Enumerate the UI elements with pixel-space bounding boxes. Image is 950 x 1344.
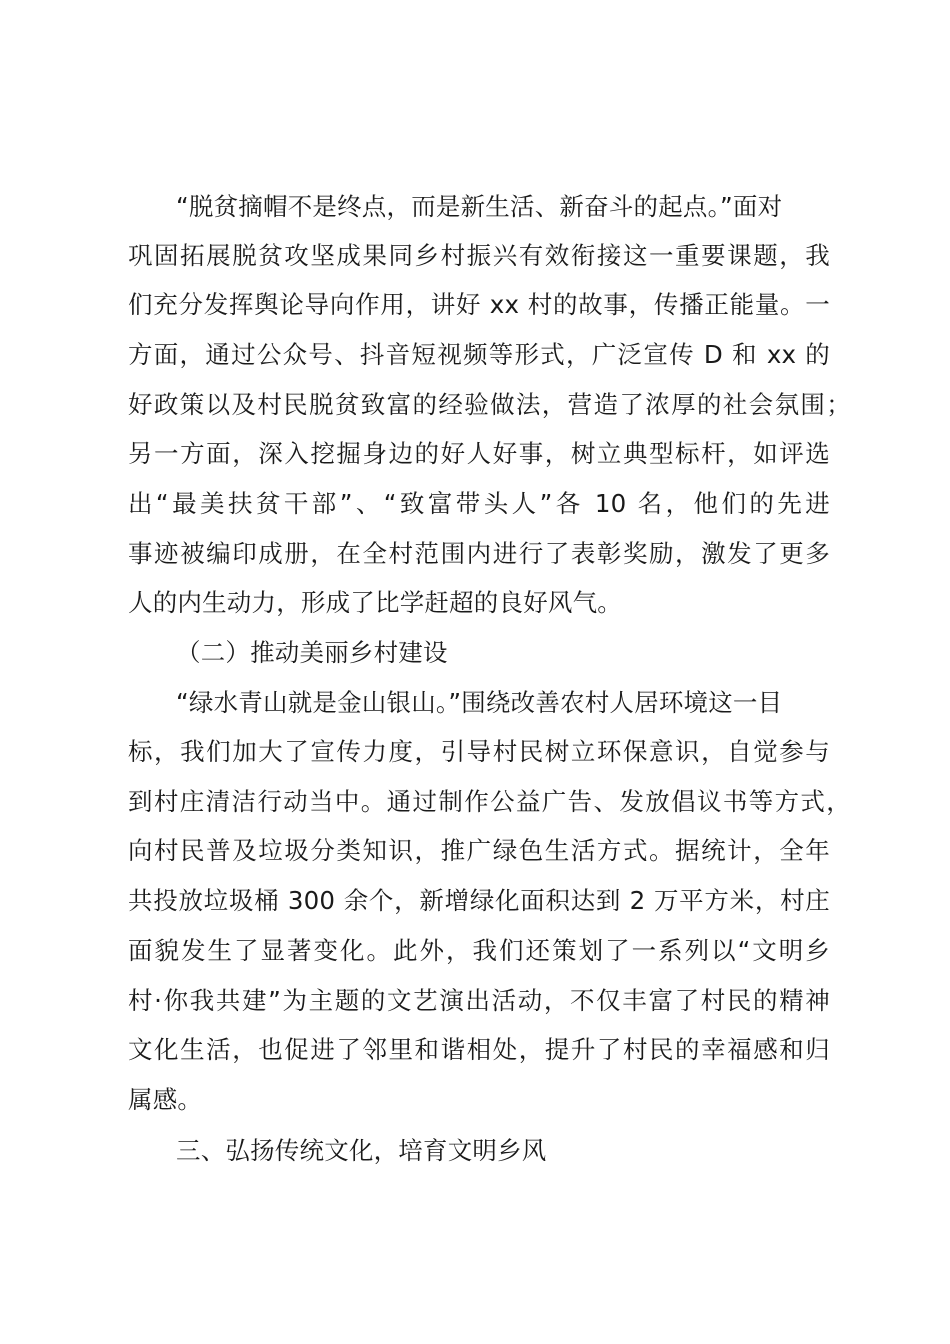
paragraph-line: 面貌发生了显著变化。此外，我们还策划了一系列以“文明乡 — [128, 936, 830, 965]
paragraph-line: 好政策以及村民脱贫致富的经验做法，营造了浓厚的社会氛围； — [128, 390, 851, 419]
paragraph-line: 出“最美扶贫干部”、“致富带头人”各 10 名，他们的先进 — [128, 489, 830, 518]
paragraph-line: 到村庄清洁行动当中。通过制作公益广告、发放倡议书等方式， — [128, 787, 851, 816]
paragraph-line: 另一方面，深入挖掘身边的好人好事，树立典型标杆，如评选 — [128, 439, 830, 468]
paragraph-line: 向村民普及垃圾分类知识，推广绿色生活方式。据统计，全年 — [128, 836, 830, 865]
section-heading: 三、弘扬传统文化，培育文明乡风 — [176, 1136, 547, 1165]
paragraph-line: 村·你我共建”为主题的文艺演出活动，不仅丰富了村民的精神 — [128, 986, 830, 1015]
paragraph-line: 属感。 — [128, 1085, 203, 1114]
paragraph-line: 事迹被编印成册，在全村范围内进行了表彰奖励，激发了更多 — [128, 539, 830, 568]
paragraph-line: 共投放垃圾桶 300 余个，新增绿化面积达到 2 万平方米，村庄 — [128, 886, 830, 915]
subheading: （二）推动美丽乡村建设 — [176, 638, 448, 667]
paragraph-line: 们充分发挥舆论导向作用，讲好 xx 村的故事，传播正能量。一 — [128, 290, 830, 319]
paragraph-line: 文化生活，也促进了邻里和谐相处，提升了村民的幸福感和归 — [128, 1035, 830, 1064]
paragraph-line: “绿水青山就是金山银山。”围绕改善农村人居环境这一目 — [176, 688, 783, 717]
paragraph-line: “脱贫摘帽不是终点，而是新生活、新奋斗的起点。”面对 — [176, 192, 783, 221]
paragraph-line: 人的内生动力，形成了比学赶超的良好风气。 — [128, 588, 622, 617]
paragraph-line: 标，我们加大了宣传力度，引导村民树立环保意识，自觉参与 — [128, 737, 830, 766]
paragraph-line: 方面，通过公众号、抖音短视频等形式，广泛宣传 D 和 xx 的 — [128, 340, 830, 369]
paragraph-line: 巩固拓展脱贫攻坚成果同乡村振兴有效衔接这一重要课题，我 — [128, 241, 830, 270]
